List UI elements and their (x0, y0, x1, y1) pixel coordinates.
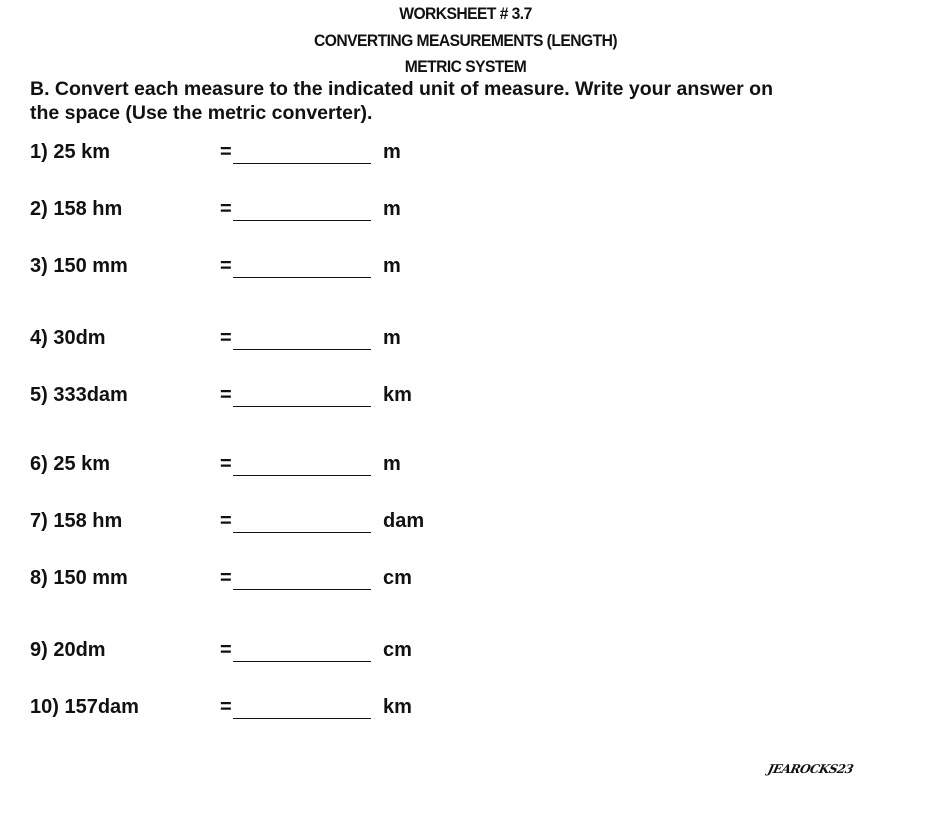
question-row (30, 255, 630, 281)
worksheet-system: METRIC SYSTEM (404, 57, 527, 76)
target-unit: m (383, 198, 401, 220)
question-text: 7) 158 hm (30, 510, 123, 532)
worksheet-number: WORKSHEET # 3.7 (399, 4, 532, 23)
answer-blank[interactable] (233, 567, 371, 590)
answer-blank[interactable] (233, 255, 371, 278)
question-text: 5) 333dam (30, 384, 128, 406)
equals-sign: = (220, 141, 232, 163)
target-unit: m (383, 327, 401, 349)
answer-blank[interactable] (233, 327, 371, 350)
question-row (30, 327, 630, 353)
equals-sign: = (220, 639, 232, 661)
question-text: 9) 20dm (30, 639, 106, 661)
question-text: 10) 157dam (30, 696, 139, 718)
equals-sign: = (220, 198, 232, 220)
answer-blank[interactable] (233, 510, 371, 533)
equals-sign: = (220, 696, 232, 718)
target-unit: m (383, 453, 401, 475)
question-row (30, 141, 630, 167)
question-row (30, 198, 630, 224)
equals-sign: = (220, 453, 232, 475)
question-text: 1) 25 km (30, 141, 111, 163)
question-row (30, 567, 630, 593)
target-unit: km (383, 696, 412, 718)
instructions-line-2: the space (Use the metric converter). (30, 102, 373, 124)
answer-blank[interactable] (233, 141, 371, 164)
target-unit: cm (383, 567, 412, 589)
target-unit: m (383, 141, 401, 163)
question-row (30, 696, 630, 722)
question-text: 4) 30dm (30, 327, 106, 349)
question-text: 8) 150 mm (30, 567, 128, 589)
target-unit: cm (383, 639, 412, 661)
answer-blank[interactable] (233, 384, 371, 407)
author-signature: JEAROCKS23 (766, 762, 855, 776)
equals-sign: = (220, 255, 232, 277)
answer-blank[interactable] (233, 639, 371, 662)
answer-blank[interactable] (233, 198, 371, 221)
instructions-line-1: B. Convert each measure to the indicated unit of measure. Write your answer on (30, 78, 773, 100)
question-row (30, 510, 630, 536)
target-unit: km (383, 384, 412, 406)
equals-sign: = (220, 510, 232, 532)
target-unit: m (383, 255, 401, 277)
equals-sign: = (220, 327, 232, 349)
question-text: 2) 158 hm (30, 198, 123, 220)
answer-blank[interactable] (233, 696, 371, 719)
question-row (30, 453, 630, 479)
question-text: 6) 25 km (30, 453, 111, 475)
target-unit: dam (383, 510, 425, 532)
equals-sign: = (220, 567, 232, 589)
worksheet-topic: CONVERTING MEASUREMENTS (LENGTH) (314, 31, 617, 50)
question-row (30, 384, 630, 410)
equals-sign: = (220, 384, 232, 406)
question-row (30, 639, 630, 665)
answer-blank[interactable] (233, 453, 371, 476)
question-text: 3) 150 mm (30, 255, 128, 277)
